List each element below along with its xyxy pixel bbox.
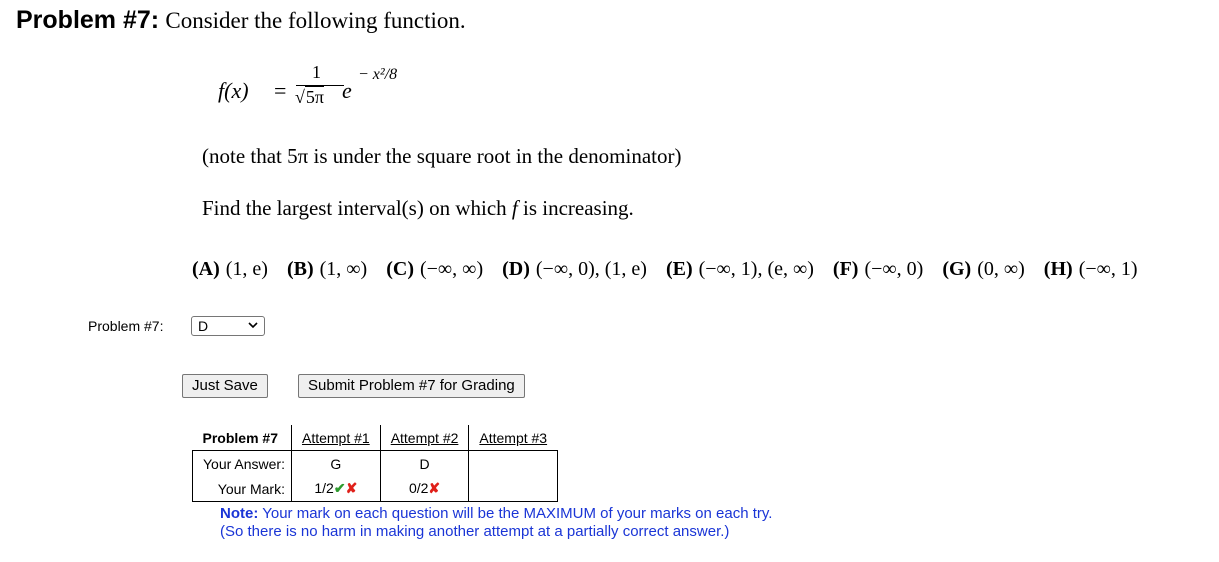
attempt-3-answer: [469, 451, 557, 477]
grading-note-line-2: (So there is no harm in making another attempt at a partially correct answer.): [220, 523, 730, 540]
sqrt-sign: √: [295, 87, 305, 107]
choice-b: (B) (1, ∞): [286, 258, 368, 280]
formula-base: e: [342, 78, 352, 103]
choice-h: (H) (−∞, 1): [1043, 258, 1138, 280]
attempts-problem-header: Problem #7: [193, 425, 292, 451]
question-variable: f: [511, 196, 518, 220]
attempt-2-header: [380, 425, 469, 451]
attempt-1-header: [291, 425, 380, 451]
answer-label: Problem #7:: [88, 318, 164, 334]
cross-icon: ✘: [428, 480, 441, 496]
just-save-button[interactable]: Just Save: [182, 374, 268, 398]
attempt-2-answer: D: [380, 451, 469, 477]
attempt-1-mark: 1/2✔✘: [291, 476, 380, 502]
answer-selected-value: D: [198, 318, 209, 334]
formula-equals: =: [274, 78, 287, 103]
chevron-down-icon: [248, 321, 258, 329]
question-text: [202, 196, 634, 221]
question-after: is increasing.: [517, 196, 634, 220]
choice-a: (A) (1, e): [192, 258, 268, 280]
check-icon: ✔: [333, 480, 346, 496]
your-answer-label: Your Answer:: [193, 451, 292, 477]
problem-intro: Consider the following function.: [165, 8, 466, 33]
attempt-3-link[interactable]: Attempt #3: [479, 429, 548, 446]
choice-e: (E) (−∞, 1), (e, ∞): [665, 258, 814, 280]
denominator-note: (note that 5π is under the square root in the denominator): [202, 144, 682, 168]
attempt-3-mark: [469, 476, 557, 502]
grading-note: [220, 505, 772, 541]
answer-choices: [192, 258, 1152, 281]
question-before: Find the largest interval(s) on which: [202, 196, 512, 220]
problem-header: [16, 6, 466, 35]
submit-grading-button[interactable]: Submit Problem #7 for Grading: [298, 374, 525, 398]
formula-radicand: 5π: [305, 87, 324, 107]
choice-f: (F) (−∞, 0): [832, 258, 924, 280]
problem-title: Problem #7:: [16, 6, 160, 34]
cross-icon: ✘: [345, 480, 358, 496]
choice-g: (G) (0, ∞): [942, 258, 1025, 280]
attempt-2-link[interactable]: Attempt #2: [390, 429, 459, 446]
your-mark-label: Your Mark:: [193, 476, 292, 502]
formula-denominator: [295, 86, 324, 108]
choice-d: (D) (−∞, 0), (1, e): [502, 258, 647, 280]
formula-numerator: 1: [312, 62, 321, 82]
attempt-2-mark: 0/2✘: [380, 476, 469, 502]
formula-lhs: f(x): [218, 78, 249, 103]
your-mark-row: [193, 476, 558, 502]
choice-c: (C) (−∞, ∞): [386, 258, 484, 280]
formula-exponent: − x²/8: [358, 66, 398, 83]
your-answer-row: [193, 451, 558, 477]
attempt-3-header: [469, 425, 557, 451]
answer-select[interactable]: [191, 316, 265, 336]
attempt-1-link[interactable]: Attempt #1: [301, 429, 370, 446]
grading-note-line-1: Note: Your mark on each question will be the MAXIMUM of your marks on each try.: [220, 505, 773, 522]
attempts-table: [192, 425, 558, 502]
attempts-header-row: [193, 425, 558, 451]
attempt-1-answer: G: [291, 451, 380, 477]
